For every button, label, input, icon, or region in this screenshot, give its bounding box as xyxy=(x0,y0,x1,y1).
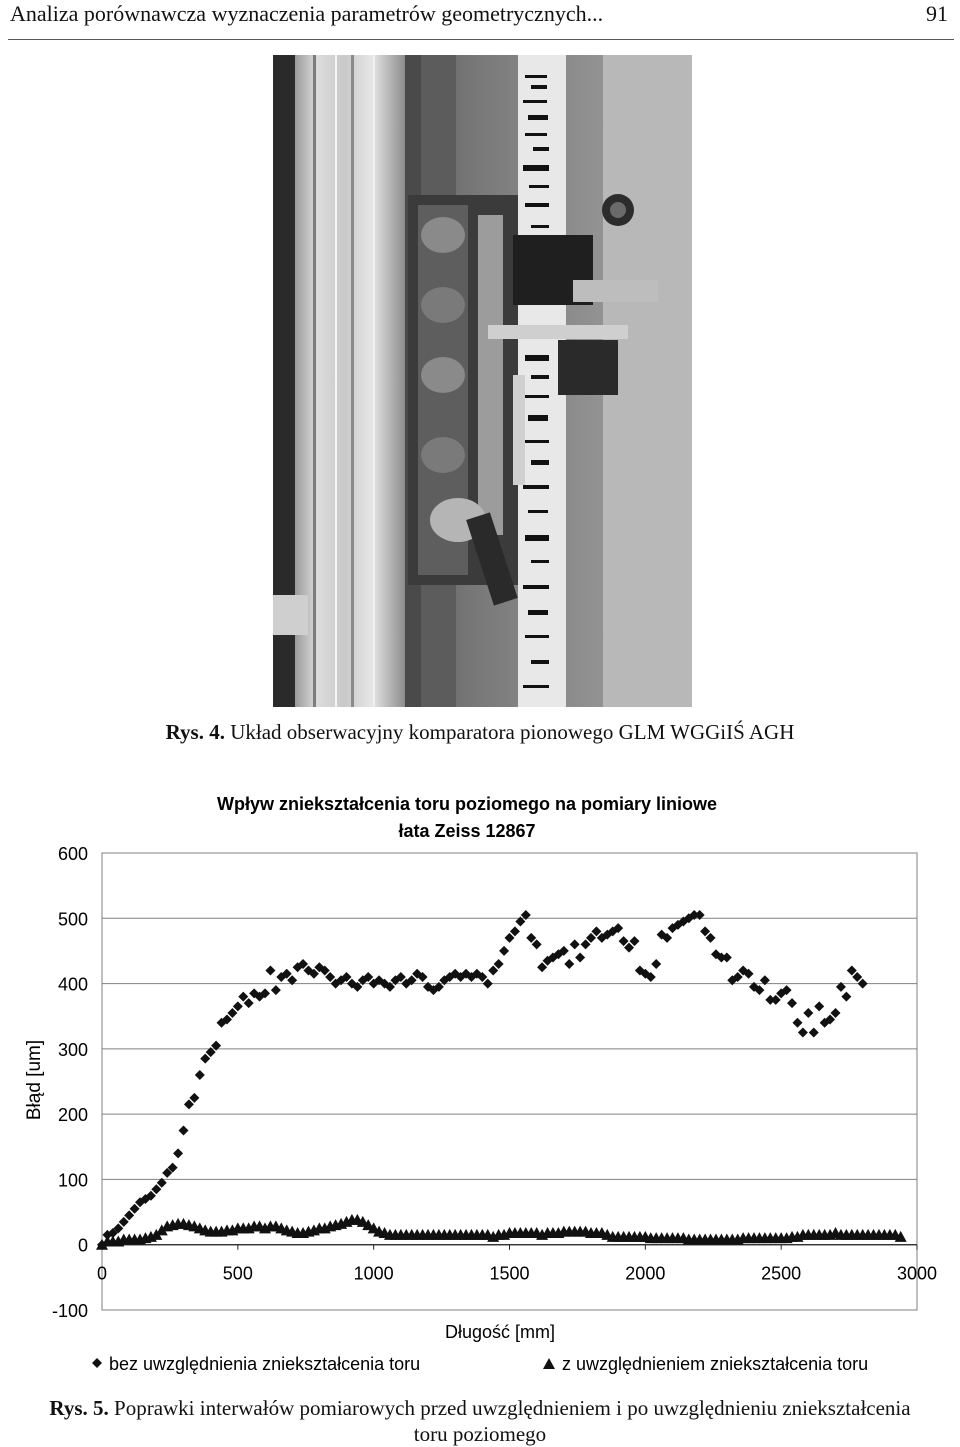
comparator-photo xyxy=(273,55,692,707)
x-tick-label: 3000 xyxy=(896,1263,938,1284)
header-divider xyxy=(8,39,954,40)
running-header xyxy=(10,0,948,36)
figure-5-caption xyxy=(0,1395,960,1447)
comparator-photo-drawing xyxy=(273,55,692,707)
accuracy-chart xyxy=(0,780,960,1390)
figure-5-caption-line1: Poprawki interwałów pomiarowych przed uwzględnieniem i po uwzględnieniu zniekształcenia xyxy=(114,1396,911,1420)
x-tick-label: 2500 xyxy=(761,1263,802,1284)
figure-5-caption-line2: toru poziomego xyxy=(413,1422,547,1446)
y-axis-label: Błąd [um] xyxy=(24,1039,45,1121)
y-tick-label: 0 xyxy=(77,1235,88,1256)
y-tick-label: 600 xyxy=(57,844,88,864)
x-tick-label: 1500 xyxy=(489,1263,530,1284)
legend-label-without-correction: bez uwzględnienia zniekształcenia toru xyxy=(109,1354,421,1374)
chart-title: Wpływ zniekształcenia toru poziomego na pomiary liniowe xyxy=(216,794,718,814)
x-tick-label: 0 xyxy=(96,1263,108,1284)
page-number: 91 xyxy=(926,1,948,26)
legend-diamond-marker xyxy=(92,1358,102,1368)
figure-5-label: Rys. 5. xyxy=(49,1396,109,1420)
legend xyxy=(92,1354,868,1374)
y-tick-label: 500 xyxy=(57,909,88,930)
figure-4-label: Rys. 4. xyxy=(165,720,225,744)
figure-4-caption-text: Układ obserwacyjny komparatora pionowego GLM WGGiIŚ AGH xyxy=(230,720,795,744)
y-tick-label: 100 xyxy=(57,1170,88,1191)
y-tick-labels xyxy=(52,844,88,1321)
y-tick-label: 200 xyxy=(57,1105,88,1126)
running-title: Analiza porównawcza wyznaczenia parametrów geometrycznych... xyxy=(10,1,604,26)
figure-4-caption xyxy=(0,720,960,745)
x-tick-label: 2000 xyxy=(625,1263,666,1284)
x-tick-label: 1000 xyxy=(353,1263,394,1284)
legend-triangle-marker xyxy=(543,1358,555,1369)
y-tick-label: 400 xyxy=(57,974,88,995)
y-tick-label: 300 xyxy=(57,1039,88,1060)
chart-subtitle: łata Zeiss 12867 xyxy=(398,821,536,841)
legend-label-with-correction: z uwzględnieniem zniekształcenia toru xyxy=(562,1354,869,1374)
x-axis-label: Długość [mm] xyxy=(444,1322,556,1342)
x-tick-label: 500 xyxy=(222,1263,253,1284)
y-tick-label: -100 xyxy=(51,1301,88,1321)
